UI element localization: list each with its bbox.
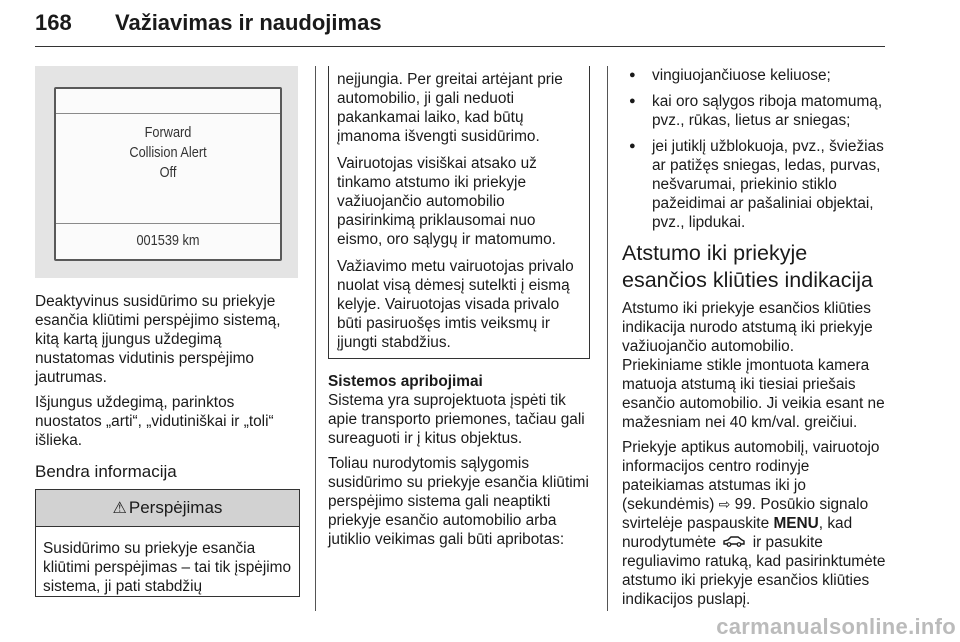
- paragraph: Priekiniame stikle įmontuota kamera matuoja atstumą iki tiesiai priešais esančio automobilio. Ji veikia esant ne mažesniam nei 40 km/val. greičiui.: [622, 357, 885, 431]
- warning-title: Perspėjimas: [128, 498, 223, 517]
- list-item: ● jei jutiklį užblokuoja, pvz., šviežias ar patižęs sniegas, ledas, purvas, nešvarumai, priekinio stiklo pažeidimai ar pašaliniai objektai, pvz., lipdukai.: [622, 137, 890, 232]
- column-3: [622, 66, 890, 615]
- paragraph: Atstumo iki priekyje esančios kliūties indikacija nurodo atstumą iki priekyje važiuojančio automobilio.: [622, 300, 873, 355]
- text-run: , kad nurodytumėte: [622, 515, 853, 551]
- header-rule: [35, 46, 885, 47]
- display-message: [73, 123, 263, 183]
- list-item: ● kai oro sąlygos riboja matomumą, pvz., rūkas, lietus ar sniegas;: [622, 92, 890, 130]
- column-2: [328, 66, 590, 555]
- vehicle-info-car-icon: [722, 533, 746, 552]
- page-reference: 99: [734, 496, 752, 513]
- warning-box: [35, 489, 300, 597]
- page-number: 168: [35, 10, 72, 35]
- odometer-readout: 001539 km: [136, 232, 200, 249]
- display-line: Forward: [144, 124, 192, 141]
- paragraph: Toliau nurodytomis sąlygomis susidūrimo su priekyje esančia kliūtimi perspėjimo sistema gali neaptikti priekyje esančio automobilio arba jutiklio veikimas gali būti apribotas:: [328, 455, 589, 548]
- watermark: carmanualsonline.info: [716, 614, 956, 639]
- driver-info-display: [54, 87, 282, 261]
- text-run: . Posūkio signalo svirtelėje paspauskite: [622, 496, 869, 532]
- warning-triangle-icon: ⚠: [112, 500, 127, 517]
- paragraph: neįjungia. Per greitai artėjant prie automobilio, ji gali neduoti pakankamai laiko, kad būtų įmanoma išvengti susidūrimo.: [337, 71, 563, 145]
- display-divider: [56, 113, 280, 114]
- text-run: Priekyje aptikus automobilį, vairuotojo informacijos centro rodinyje pateikiamas atstumas iki jo (sekundėmis): [622, 439, 880, 513]
- column-divider: [607, 66, 608, 611]
- warning-box-continued: [328, 66, 590, 359]
- menu-key-label: MENU: [773, 515, 819, 532]
- display-line: Collision Alert: [129, 144, 207, 161]
- warning-header: [36, 490, 299, 527]
- page-reference-arrow-icon: ⇨: [718, 496, 731, 512]
- display-divider: [56, 223, 280, 224]
- display-illustration: [35, 66, 298, 278]
- page-title: Važiavimas ir naudojimas: [115, 10, 382, 35]
- paragraph: Deaktyvinus susidūrimo su priekyje esančia kliūtimi perspėjimo sistemą, kitą kartą įjungus uždegimą nustatomas vidutinis perspėjimo jautrumas.: [35, 293, 281, 386]
- page-header: [35, 6, 885, 46]
- paragraph: Vairuotojas visiškai atsako už tinkamo atstumo iki priekyje važiuojančio automobilio pasirinkimą priklausomai nuo eismo, oro sąlygų ir matomumo.: [337, 155, 556, 248]
- column-divider: [315, 66, 316, 611]
- paragraph: Važiavimo metu vairuotojas privalo nuolat visą dėmesį sutelkti į eismą kelyje. Vairuotojas visada privalo būti pasiruošęs imtis veiksmų ir įjungti stabdžius.: [337, 258, 574, 351]
- display-line: Off: [159, 164, 177, 181]
- subheading: Sistemos apribojimai: [328, 373, 483, 390]
- list-item: ● vingiuojančiuose keliuose;: [622, 66, 890, 85]
- paragraph: Išjungus uždegimą, parinktos nuostatos „arti“, „vidutiniškai ir „toli“ išlieka.: [35, 394, 274, 449]
- text-run: ir pasukite reguliavimo ratuką, kad pasirinktumėte atstumo iki priekyje esančios kliūties indikacijos puslapį.: [622, 534, 886, 609]
- warning-text: Susidūrimo su priekyje esančia kliūtimi perspėjimas – tai tik įspėjimo sistema, ji pati stabdžių: [43, 540, 292, 595]
- column-1: [35, 66, 300, 597]
- bullet-list: [622, 66, 890, 232]
- paragraph: Sistema yra suprojektuota įspėti tik apie transporto priemones, tačiau gali sureaguoti ir į kitus objektus.: [328, 392, 585, 447]
- paragraph: [622, 438, 890, 609]
- section-heading: Atstumo iki priekyje esančios kliūties indikacija: [622, 241, 873, 292]
- section-heading: Bendra informacija: [35, 462, 177, 481]
